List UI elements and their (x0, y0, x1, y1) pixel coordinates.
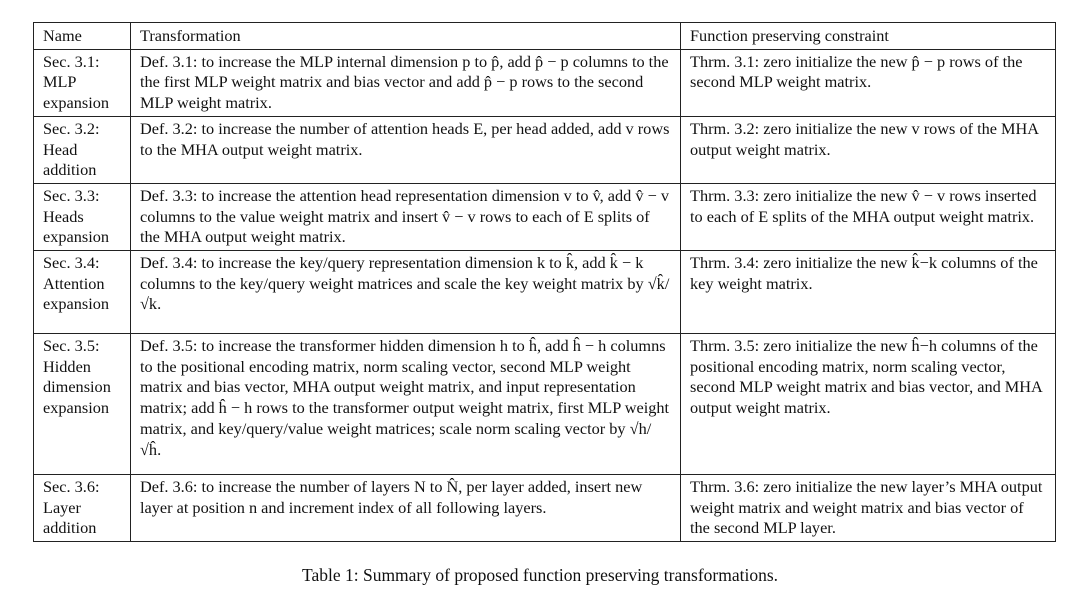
table-caption: Table 1: Summary of proposed function preserving transformations. (301, 565, 779, 585)
header-constraint: Function preserving constraint (681, 23, 1056, 50)
row-name: Sec. 3.6: Layer addition (34, 475, 131, 542)
row-constraint: Thrm. 3.5: zero initialize the new ĥ−h columns of the positional encoding matrix, norm scaling vector, second MLP weight matrix and bias vector, and MHA output weight matrix. (681, 334, 1056, 475)
row-constraint: Thrm. 3.3: zero initialize the new v̂ − v rows inserted to each of E splits of the MHA output weight matrix. (681, 183, 1056, 250)
summary-table (33, 22, 1056, 542)
row-constraint: Thrm. 3.1: zero initialize the new p̂ − p rows of the second MLP weight matrix. (681, 49, 1056, 116)
row-name: Sec. 3.1: MLP expansion (34, 49, 131, 116)
row-name: Sec. 3.2: Head addition (34, 116, 131, 183)
header-name: Name (34, 23, 131, 50)
row-name: Sec. 3.4: Attention expansion (34, 251, 131, 334)
row-transformation: Def. 3.3: to increase the attention head representation dimension v to v̂, add v̂ − v columns to the value weight matrix and insert v̂ − v rows to each of E splits of the MHA output weight matrix. (131, 183, 681, 250)
table-row (34, 116, 1056, 183)
table-row (34, 334, 1056, 475)
row-transformation: Def. 3.4: to increase the key/query representation dimension k to k̂, add k̂ − k columns to the key/query weight matrices and scale the key weight matrix by √k̂/√k. (131, 251, 681, 334)
row-name: Sec. 3.5: Hidden dimension expansion (34, 334, 131, 475)
row-transformation: Def. 3.1: to increase the MLP internal dimension p to p̂, add p̂ − p columns to the the first MLP weight matrix and bias vector and add p̂ − p rows to the second MLP weight matrix. (131, 49, 681, 116)
row-transformation: Def. 3.2: to increase the number of attention heads E, per head added, add v rows to the MHA output weight matrix. (131, 116, 681, 183)
table-row (34, 183, 1056, 250)
row-transformation: Def. 3.5: to increase the transformer hidden dimension h to ĥ, add ĥ − h columns to the positional encoding matrix, norm scaling vector, second MLP weight matrix and bias vector, MHA output weight matrix, and input representation matrix; add ĥ − h rows to the transformer output weight matrix, first MLP weight matrix, and key/query/value weight matrices; scale norm scaling vector by √h/√ĥ. (131, 334, 681, 475)
table-row (34, 49, 1056, 116)
row-transformation: Def. 3.6: to increase the number of layers N to N̂, per layer added, insert new layer at position n and increment index of all following layers. (131, 475, 681, 542)
table-row (34, 475, 1056, 542)
row-constraint: Thrm. 3.6: zero initialize the new layer’s MHA output weight matrix and weight matrix and bias vector of the second MLP layer. (681, 475, 1056, 542)
table-row (34, 251, 1056, 334)
row-name: Sec. 3.3: Heads expansion (34, 183, 131, 250)
row-constraint: Thrm. 3.4: zero initialize the new k̂−k columns of the key weight matrix. (681, 251, 1056, 334)
row-constraint: Thrm. 3.2: zero initialize the new v rows of the MHA output weight matrix. (681, 116, 1056, 183)
table-header-row (34, 23, 1056, 50)
header-transformation: Transformation (131, 23, 681, 50)
